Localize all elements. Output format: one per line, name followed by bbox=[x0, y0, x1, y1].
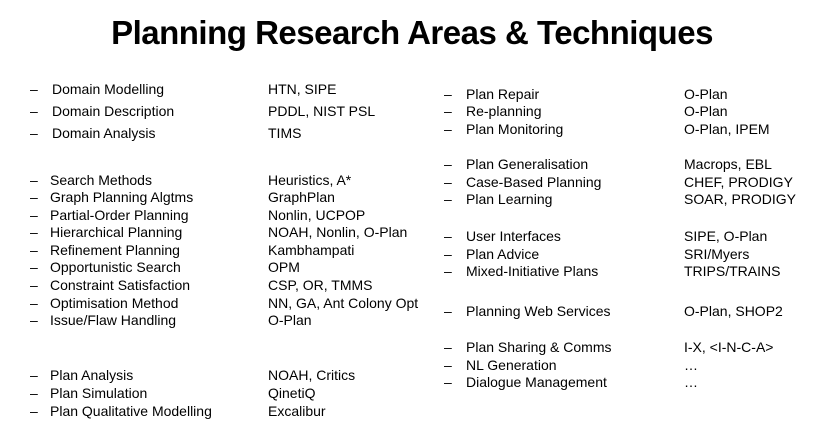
research-area: Mixed-Initiative Plans bbox=[466, 263, 599, 279]
technique: O-Plan bbox=[684, 86, 728, 102]
research-area: Plan Qualitative Modelling bbox=[50, 403, 212, 419]
bullet-dash: – bbox=[444, 263, 452, 279]
research-area: Planning Web Services bbox=[466, 303, 611, 319]
bullet-dash: – bbox=[444, 174, 452, 190]
research-area: Re-planning bbox=[466, 103, 542, 119]
research-area: Plan Learning bbox=[466, 191, 553, 207]
bullet-dash: – bbox=[444, 121, 452, 137]
technique: Heuristics, A* bbox=[268, 172, 352, 188]
technique: NOAH, Nonlin, O-Plan bbox=[268, 224, 408, 240]
research-area: Plan Generalisation bbox=[466, 156, 589, 172]
bullet-dash: – bbox=[444, 339, 452, 355]
bullet-dash: – bbox=[444, 86, 452, 102]
bullet-dash: – bbox=[444, 228, 452, 244]
bullet-dash: – bbox=[30, 125, 38, 141]
technique: TIMS bbox=[268, 125, 302, 141]
research-area: Optimisation Method bbox=[50, 295, 179, 311]
bullet-dash: – bbox=[30, 103, 38, 119]
bullet-dash: – bbox=[30, 367, 38, 383]
research-area: Issue/Flaw Handling bbox=[50, 312, 177, 328]
technique: I-X, <I-N-C-A> bbox=[684, 339, 774, 355]
research-area: User Interfaces bbox=[466, 228, 561, 244]
bullet-dash: – bbox=[30, 224, 38, 240]
research-area: Refinement Planning bbox=[50, 242, 180, 258]
bullet-dash: – bbox=[444, 303, 452, 319]
research-area: Domain Modelling bbox=[52, 81, 165, 97]
technique: Kambhampati bbox=[268, 242, 355, 258]
technique: CSP, OR, TMMS bbox=[268, 277, 373, 293]
bullet-dash: – bbox=[30, 81, 38, 97]
technique: Excalibur bbox=[268, 403, 326, 419]
bullet-dash: – bbox=[444, 156, 452, 172]
bullet-dash: – bbox=[30, 172, 38, 188]
bullet-dash: – bbox=[30, 207, 38, 223]
technique: SOAR, PRODIGY bbox=[684, 191, 797, 207]
technique: … bbox=[684, 357, 698, 373]
technique: TRIPS/TRAINS bbox=[684, 263, 781, 279]
bullet-dash: – bbox=[30, 277, 38, 293]
bullet-dash: – bbox=[30, 385, 38, 401]
technique: PDDL, NIST PSL bbox=[268, 103, 376, 119]
technique: GraphPlan bbox=[268, 189, 335, 205]
bullet-dash: – bbox=[30, 403, 38, 419]
research-area: Partial-Order Planning bbox=[50, 207, 189, 223]
bullet-dash: – bbox=[444, 103, 452, 119]
bullet-dash: – bbox=[444, 191, 452, 207]
research-area: Dialogue Management bbox=[466, 374, 607, 390]
technique: SRI/Myers bbox=[684, 246, 750, 262]
research-area: Case-Based Planning bbox=[466, 174, 602, 190]
research-area: Plan Repair bbox=[466, 86, 540, 102]
research-area: Plan Sharing & Comms bbox=[466, 339, 612, 355]
technique: O-Plan bbox=[268, 312, 312, 328]
research-area: Constraint Satisfaction bbox=[50, 277, 191, 293]
research-area: Domain Description bbox=[52, 103, 175, 119]
research-area: Graph Planning Algtms bbox=[50, 189, 194, 205]
technique: NOAH, Critics bbox=[268, 367, 356, 383]
bullet-dash: – bbox=[30, 295, 38, 311]
research-area: Domain Analysis bbox=[52, 125, 156, 141]
research-area: Plan Advice bbox=[466, 246, 540, 262]
research-area: Search Methods bbox=[50, 172, 152, 188]
bullet-dash: – bbox=[30, 242, 38, 258]
technique: O-Plan, IPEM bbox=[684, 121, 770, 137]
bullet-dash: – bbox=[444, 357, 452, 373]
technique: SIPE, O-Plan bbox=[684, 228, 768, 244]
bullet-dash: – bbox=[30, 312, 38, 328]
technique: O-Plan bbox=[684, 103, 728, 119]
technique: OPM bbox=[268, 259, 300, 275]
research-area: Plan Monitoring bbox=[466, 121, 564, 137]
bullet-dash: – bbox=[444, 374, 452, 390]
technique: QinetiQ bbox=[268, 385, 316, 401]
bullet-dash: – bbox=[30, 259, 38, 275]
technique: Macrops, EBL bbox=[684, 156, 772, 172]
technique: … bbox=[684, 374, 698, 390]
technique: HTN, SIPE bbox=[268, 81, 337, 97]
technique: O-Plan, SHOP2 bbox=[684, 303, 783, 319]
bullet-dash: – bbox=[30, 189, 38, 205]
technique: CHEF, PRODIGY bbox=[684, 174, 793, 190]
research-area: NL Generation bbox=[466, 357, 557, 373]
bullet-dash: – bbox=[444, 246, 452, 262]
technique: Nonlin, UCPOP bbox=[268, 207, 366, 223]
research-area: Plan Simulation bbox=[50, 385, 148, 401]
research-area: Hierarchical Planning bbox=[50, 224, 183, 240]
technique: NN, GA, Ant Colony Opt bbox=[268, 295, 419, 311]
research-area: Opportunistic Search bbox=[50, 259, 181, 275]
research-area: Plan Analysis bbox=[50, 367, 134, 383]
slide-title: Planning Research Areas & Techniques bbox=[111, 14, 713, 51]
